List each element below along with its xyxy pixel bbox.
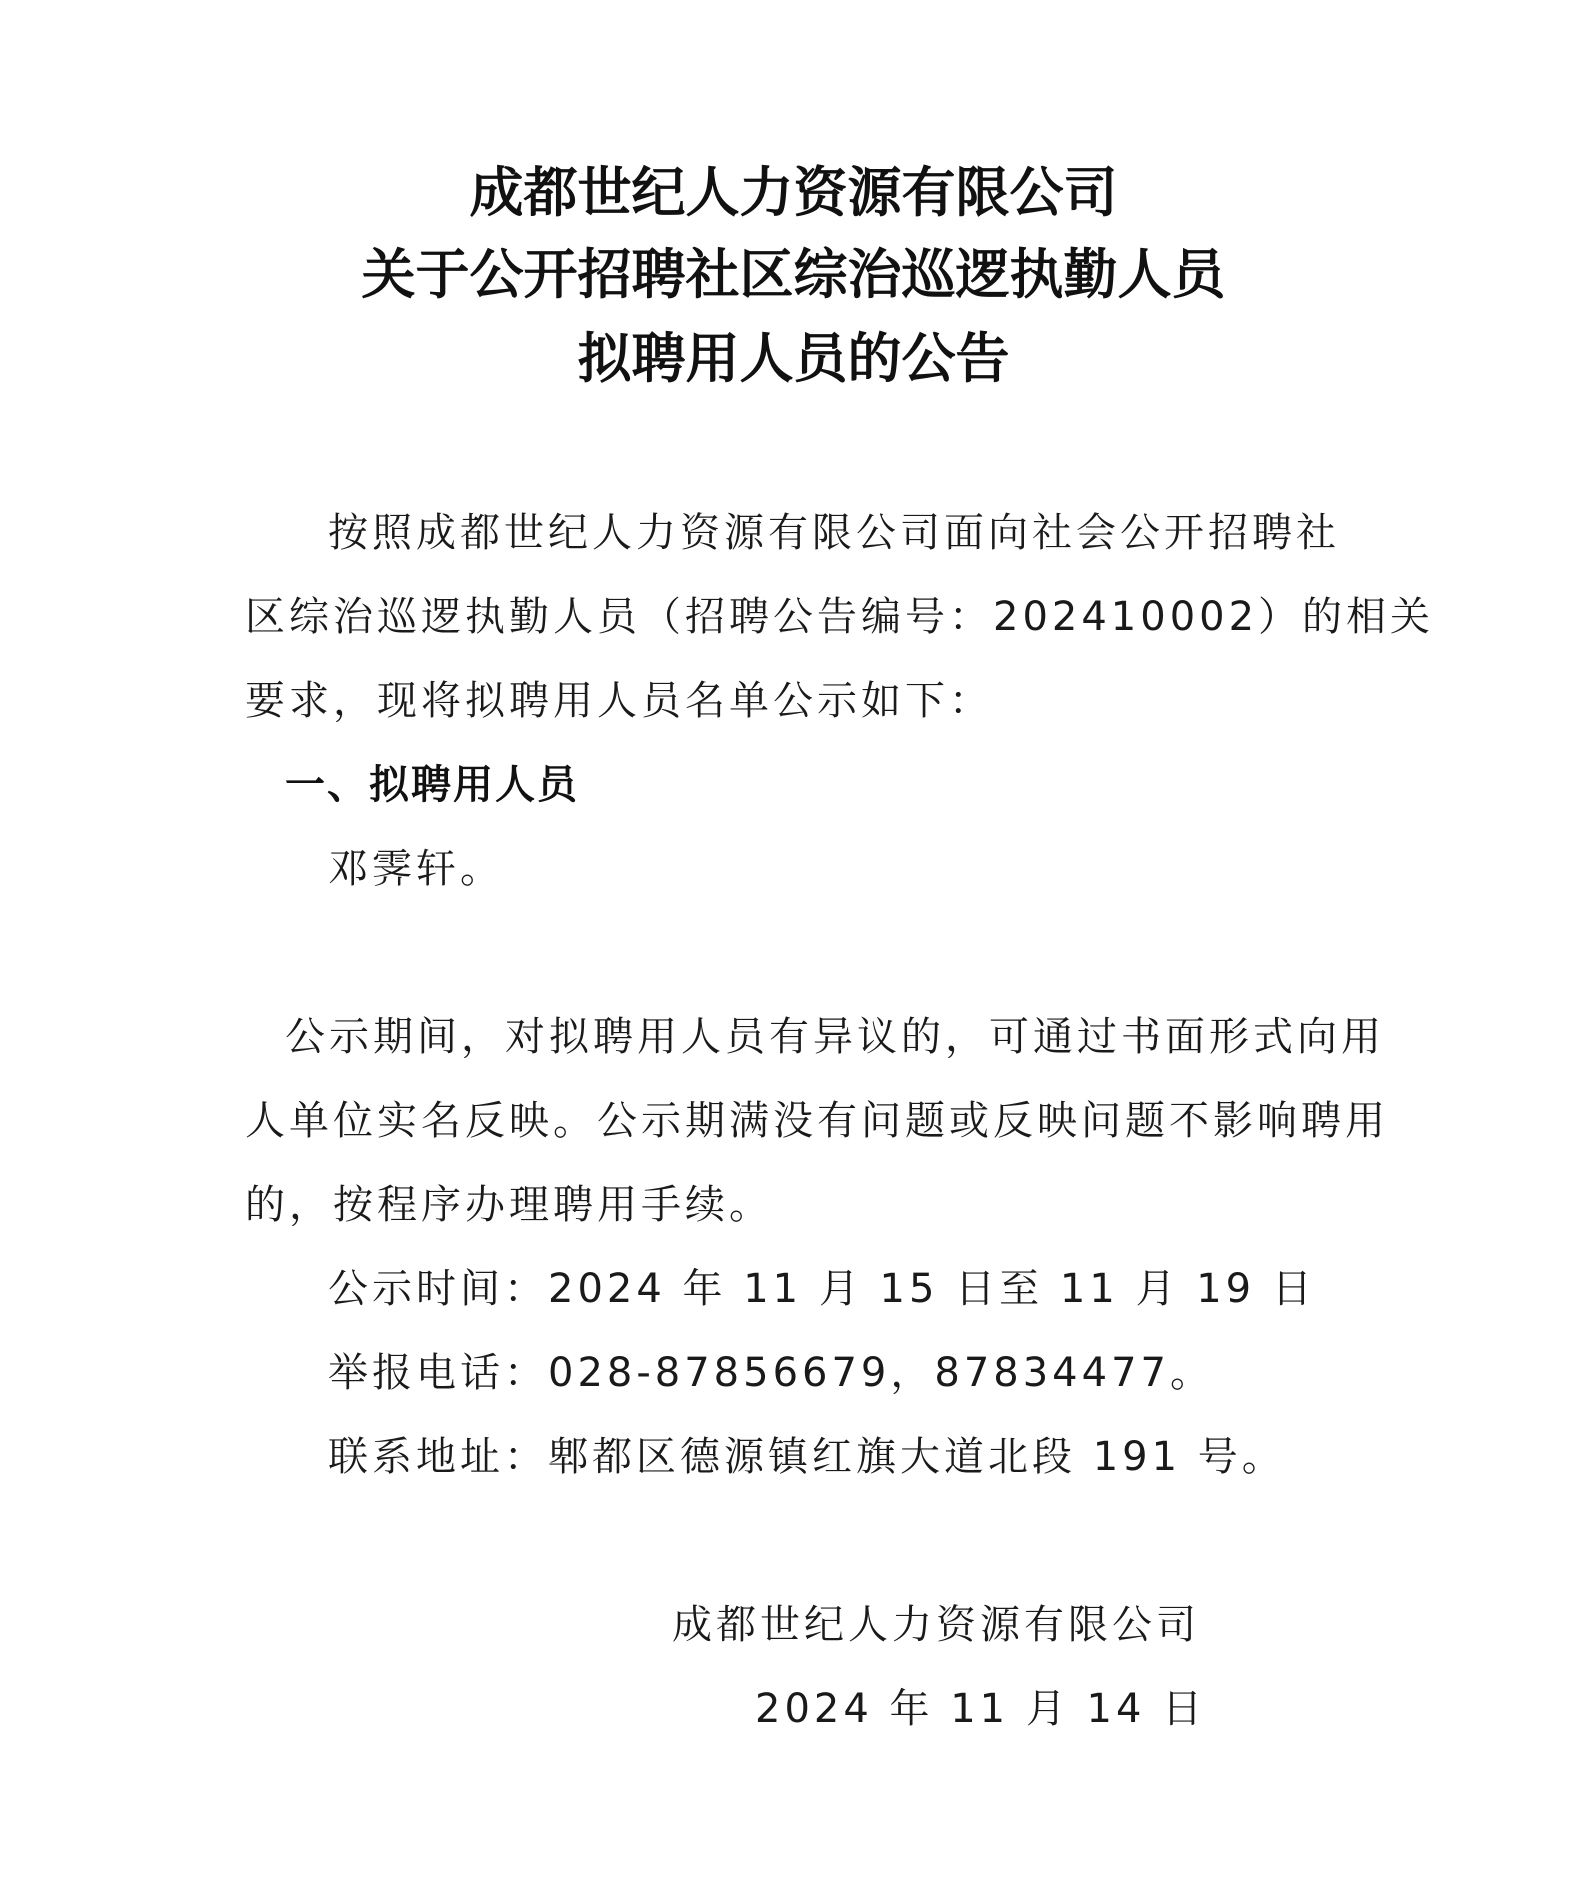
title-line-2: 关于公开招聘社区综治巡逻执勤人员 bbox=[361, 242, 1226, 306]
notice-period: 公示时间：2024 年 11 月 15 日至 11 月 19 日 bbox=[328, 1266, 1316, 1312]
intro-line-1: 按照成都世纪人力资源有限公司面向社会公开招聘社 bbox=[328, 510, 1340, 556]
intro-line-2: 区综治巡逻执勤人员（招聘公告编号：202410002）的相关 bbox=[245, 594, 1435, 640]
report-phone: 举报电话：028-87856679，87834477。 bbox=[328, 1350, 1214, 1396]
notice-line-3: 的，按程序办理聘用手续。 bbox=[245, 1182, 773, 1228]
section-heading: 一、拟聘用人员 bbox=[285, 762, 579, 808]
title-line-1: 成都世纪人力资源有限公司 bbox=[469, 160, 1118, 224]
notice-line-2: 人单位实名反映。公示期满没有问题或反映问题不影响聘用 bbox=[245, 1098, 1389, 1144]
appointee-names: 邓霁轩。 bbox=[328, 846, 504, 892]
signature-company: 成都世纪人力资源有限公司 bbox=[672, 1602, 1200, 1648]
signature-date: 2024 年 11 月 14 日 bbox=[755, 1686, 1207, 1732]
notice-line-1: 公示期间，对拟聘用人员有异议的，可通过书面形式向用 bbox=[285, 1014, 1385, 1060]
title-line-3: 拟聘用人员的公告 bbox=[577, 326, 1010, 390]
intro-line-3: 要求，现将拟聘用人员名单公示如下： bbox=[245, 678, 993, 724]
contact-address: 联系地址：郫都区德源镇红旗大道北段 191 号。 bbox=[328, 1434, 1286, 1480]
